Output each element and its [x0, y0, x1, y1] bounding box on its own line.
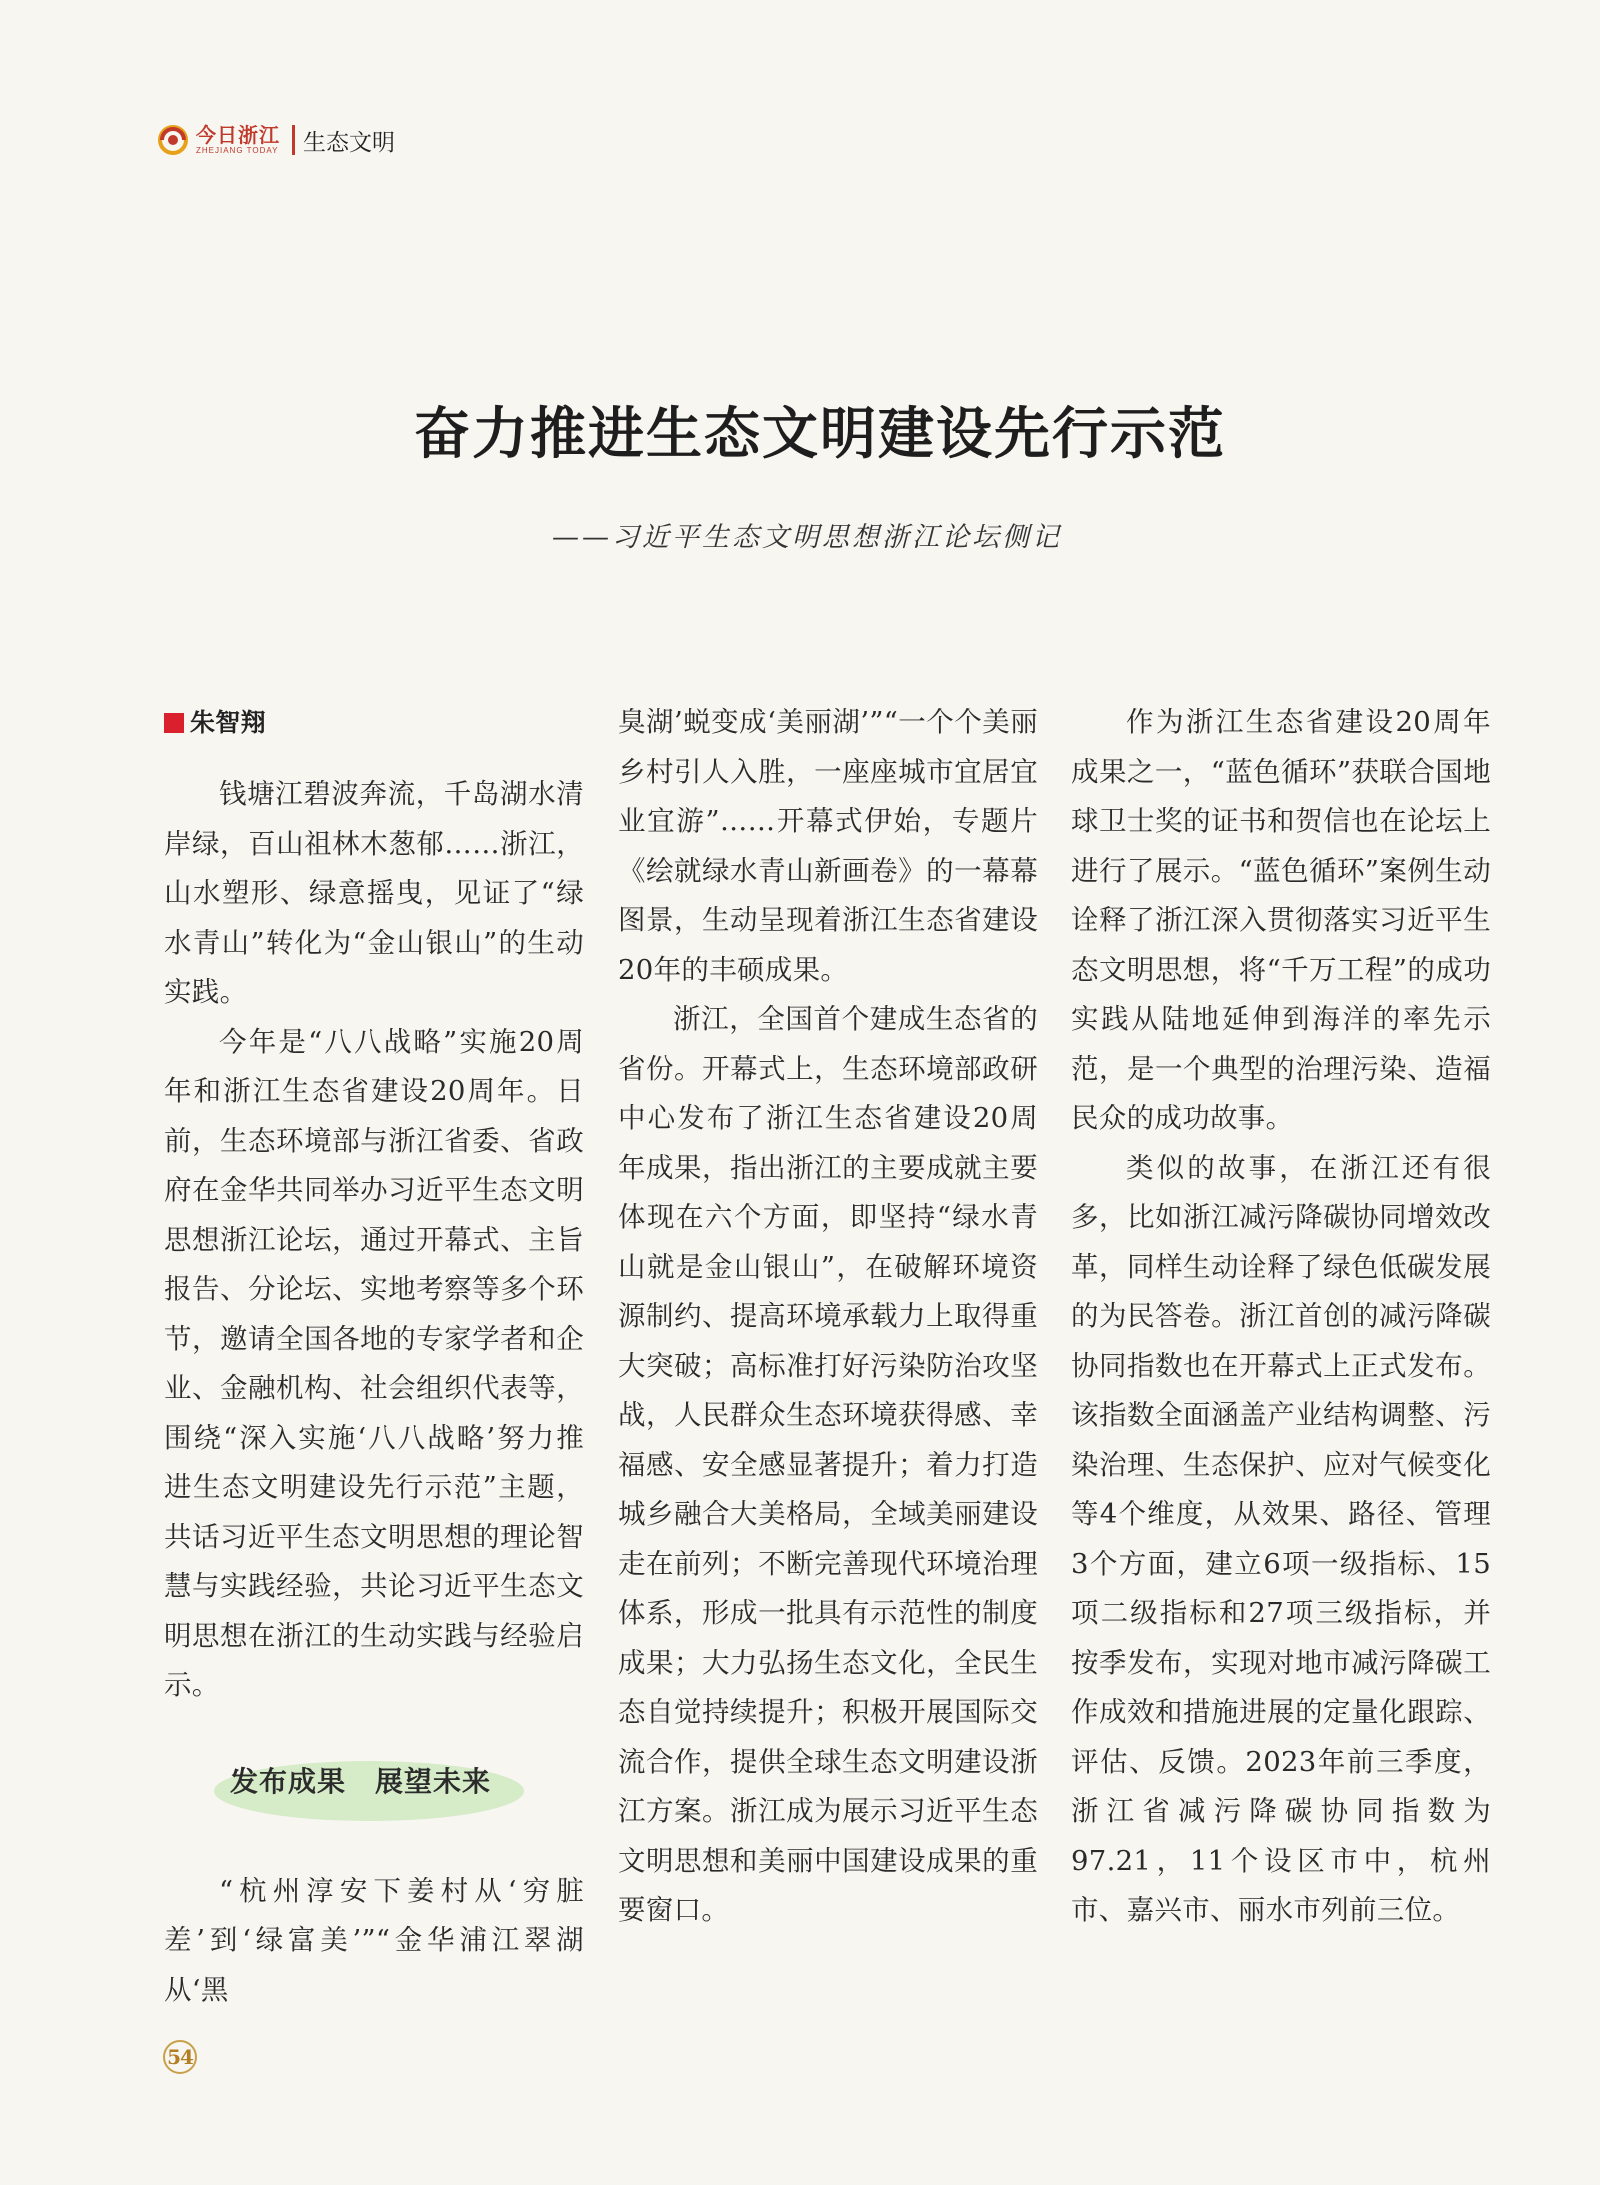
article-subtitle: ——习近平生态文明思想浙江论坛侧记 — [552, 522, 1062, 553]
subheading-text: 发布成果 展望未来 — [230, 1764, 492, 1798]
paragraph: 今年是“八八战略”实施20周年和浙江生态省建设20周年。日前，生态环境部与浙江省委、省政府在金华共同举办习近平生态文明思想浙江论坛，通过开幕式、主旨报告、分论坛、实地考察等多个环节，邀请全国各地的专家学者和企业、金融机构、社会组织代表等，围绕“深入实施‘八八战略’努力推进生态文明建设先行示范”主题，共话习近平生态文明思想的理论智慧与实践经验，共论习近平生态文明思想在浙江的生动实践与经验启示。 — [164, 1025, 584, 1701]
article-column-2 — [618, 698, 1038, 1936]
author-line — [164, 698, 584, 748]
author-name: 朱智翔 — [190, 708, 266, 738]
logo-wordmark — [196, 124, 280, 156]
article-column-1 — [164, 698, 584, 2015]
paragraph: 浙江，全国首个建成生态省的省份。开幕式上，生态环境部政研中心发布了浙江生态省建设20周年成果，指出浙江的主要成就主要体现在六个方面，即坚持“绿水青山就是金山银山”，在破解环境资源制约、提高环境承载力上取得重大突破；高标准打好污染防治攻坚战，人民群众生态环境获得感、幸福感、安全感显著提升；着力打造城乡融合大美格局，全域美丽建设走在前列；不断完善现代环境治理体系，形成一批具有示范性的制度成果；大力弘扬生态文化，全民生态自觉持续提升；积极开展国际交流合作，提供全球生态文明建设浙江方案。浙江成为展示习近平生态文明思想和美丽中国建设成果的重要窗口。 — [618, 1003, 1038, 1926]
logo-subtext: ZHEJIANG TODAY — [196, 146, 279, 155]
paragraph: 作为浙江生态省建设20周年成果之一，“蓝色循环”获联合国地球卫士奖的证书和贺信也在论坛上进行了展示。“蓝色循环”案例生动诠释了浙江深入贯彻落实习近平生态文明思想，将“千万工程”的成功实践从陆地延伸到海洋的率先示范，是一个典型的治理污染、造福民众的成功故事。 — [1071, 706, 1491, 1134]
logo-text: 今日浙江 — [196, 123, 280, 147]
zhejiang-today-logo-icon — [158, 125, 188, 155]
article-column-3 — [1071, 698, 1491, 1936]
page-header — [158, 118, 395, 162]
paragraph: “杭州淳安下姜村从‘穷脏差’到‘绿富美’”“金华浦江翠湖从‘黑 — [164, 1874, 584, 2006]
section-subheading — [164, 1747, 584, 1829]
paragraph: 类似的故事，在浙江还有很多，比如浙江减污降碳协同增效改革，同样生动诠释了绿色低碳发展的为民答卷。浙江首创的减污降碳协同指数也在开幕式上正式发布。该指数全面涵盖产业结构调整、污染治理、生态保护、应对气候变化等4个维度，从效果、路径、管理3个方面，建立6项一级指标、15项二级指标和27项三级指标，并按季发布，实现对地市减污降碳工作成效和措施进展的定量化跟踪、评估、反馈。2023年前三季度，浙江省减污降碳协同指数为97.21，11个设区市中，杭州市、嘉兴市、丽水市列前三位。 — [1071, 1151, 1491, 1926]
header-divider — [292, 125, 295, 155]
page-number: 54 — [163, 2040, 197, 2074]
article-title: 奋力推进生态文明建设先行示范 — [414, 401, 1226, 467]
author-marker-icon — [164, 713, 184, 733]
paragraph: 钱塘江碧波奔流，千岛湖水清岸绿，百山祖林木葱郁……浙江，山水塑形、绿意摇曳，见证了“绿水青山”转化为“金山银山”的生动实践。 — [164, 778, 584, 1008]
paragraph: 臭湖’蜕变成‘美丽湖’”“一个个美丽乡村引人入胜，一座座城市宜居宜业宜游”……开幕式伊始，专题片《绘就绿水青山新画卷》的一幕幕图景，生动呈现着浙江生态省建设20年的丰硕成果。 — [618, 706, 1038, 986]
section-label: 生态文明 — [303, 129, 395, 156]
